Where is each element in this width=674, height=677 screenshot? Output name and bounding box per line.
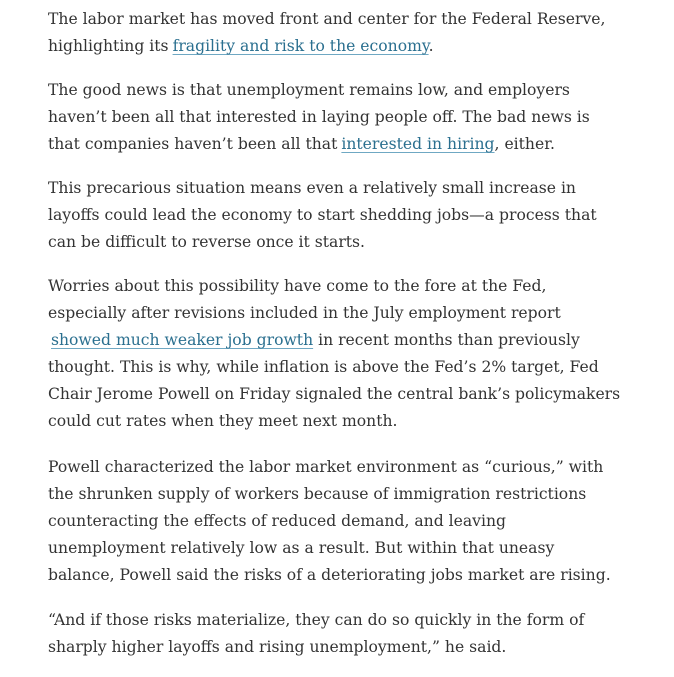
text-line-tail: , either. xyxy=(494,135,555,153)
text-line: thought. This is why, while inflation is above the Fed’s 2% target, Fed xyxy=(48,358,599,376)
paragraph-3 xyxy=(48,175,628,256)
link-interested-in-hiring[interactable]: interested in hiring xyxy=(341,135,495,153)
text-line: especially after revisions included in the July employment report xyxy=(48,304,561,322)
text-line: that companies haven’t been all that xyxy=(48,135,338,153)
text-line: balance, Powell said the risks of a deteriorating jobs market are rising. xyxy=(48,566,611,584)
text-line: highlighting its xyxy=(48,37,169,55)
paragraph-2 xyxy=(48,77,628,158)
paragraph-6 xyxy=(48,607,628,661)
text-line: unemployment relatively low as a result. But within that uneasy xyxy=(48,539,555,557)
text-line: sharply higher layoffs and rising unemployment,” he said. xyxy=(48,638,507,656)
link-fragility-and-risk[interactable]: fragility and risk to the economy xyxy=(172,37,429,55)
text-line: The labor market has moved front and center for the Federal Reserve, xyxy=(48,10,606,28)
text-line: layoffs could lead the economy to start shedding jobs—a process that xyxy=(48,206,597,224)
text-line: This precarious situation means even a relatively small increase in xyxy=(48,179,576,197)
link-showed-weaker-job-growth[interactable]: showed much weaker job growth xyxy=(51,331,314,349)
paragraph-4 xyxy=(48,273,628,435)
text-line: “And if those risks materialize, they can do so quickly in the form of xyxy=(48,611,585,629)
paragraph-5 xyxy=(48,454,628,589)
text-line: can be difficult to reverse once it starts. xyxy=(48,233,365,251)
paragraph-1 xyxy=(48,6,628,60)
text-line: Worries about this possibility have come to the fore at the Fed, xyxy=(48,277,547,295)
text-line: counteracting the effects of reduced demand, and leaving xyxy=(48,512,506,530)
text-line: could cut rates when they meet next month. xyxy=(48,412,398,430)
text-line: The good news is that unemployment remains low, and employers xyxy=(48,81,570,99)
text-line-tail: in recent months than previously xyxy=(313,331,580,349)
text-line-tail: . xyxy=(428,37,434,55)
text-line: Powell characterized the labor market environment as “curious,” with xyxy=(48,458,604,476)
text-line: Chair Jerome Powell on Friday signaled the central bank’s policymakers xyxy=(48,385,621,403)
text-line: the shrunken supply of workers because of immigration restrictions xyxy=(48,485,587,503)
text-line: haven’t been all that interested in laying people off. The bad news is xyxy=(48,108,590,126)
